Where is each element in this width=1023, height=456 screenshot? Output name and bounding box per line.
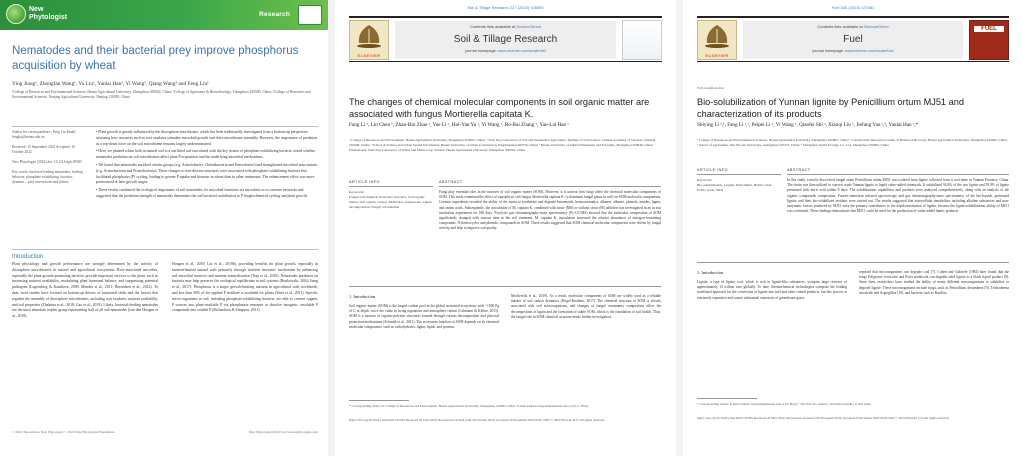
corresponding-author-note: * Corresponding author at: College of Resources and Environment, Henan Agricultural University, Zhengzhou 450002, China. E-mail address: hanyanlai@henau.edu.cn (Y.-L. Han). bbox=[349, 404, 589, 408]
author-list: Ying Jiang¹, Zhongfan Wang¹, Yu Liu¹, Yanlai Han², Yi Wang², Qiang Wang³ and Feng Liu¹ bbox=[12, 81, 209, 87]
summary-highlights bbox=[96, 130, 318, 202]
open-access-badge-icon bbox=[298, 5, 322, 25]
journal-name: New Phytologist bbox=[29, 6, 68, 21]
divider bbox=[787, 174, 1009, 175]
section-heading: 1. Introduction bbox=[349, 294, 376, 299]
divider bbox=[697, 398, 757, 399]
page-footer bbox=[12, 430, 318, 435]
paper-page-fuel bbox=[683, 0, 1023, 456]
keywords-label: Keywords: bbox=[697, 178, 713, 182]
highlight-item: • We found that nematodes enriched certain groups (e.g. Acinetobacter, Chitinibacteria and Enterobacter) and strengthened microbial associations (e.g. Actinobacteria and Proteobacteria). These changes to tree-diverse structures were associated with phosphate-solubilizing bacteria that facilitated phosphorus (P) cycling, leading to greater P uptake and biomass in wheat than in other treatments. The enhancement effect was more pronounced at later growth stages. bbox=[96, 162, 318, 185]
keywords-block bbox=[697, 178, 781, 193]
journal-title: Soil & Tillage Research bbox=[453, 34, 558, 45]
paper-title: The changes of chemical molecular components in soil organic matter are associated with fungus Mortierella capitata K. bbox=[349, 97, 650, 119]
sciencedirect-link[interactable]: ScienceDirect bbox=[516, 24, 542, 29]
body-column-right: Hougen et al., 2019; Liu et al., 2019b), providing benefits for plant growth, especially in nutrient-limited natural soils primarily through 'nutrient increases' mechanism by enhancing soil microbial turnover and nutrient mineralization (Trap et al., 2016). Nematodes predation on bacteria may help preserve the ecological equilibrium in soil systems (Bonkowski, 2004; Jiang et al., 2017). Phosphorus is a major growth-limiting nutrient in agricultural soils worldwide, and less than 30% of the applied P fertilizer is available for plants (Shen et al., 2011). Specific micro-organisms in soil, including phosphate-solubilizing bacteria, are able to convert organic P sources into plant-available P via phosphatase enzymes or dissolve inorganic, insoluble P compounds into soluble P (Richardson & Simpson, 2011). bbox=[172, 262, 318, 313]
paper-type-label: Research bbox=[259, 11, 290, 18]
paper-title: Nematodes and their bacterial prey improve phosphorus acquisition by wheat bbox=[12, 45, 299, 72]
journal-homepage-link[interactable]: www.elsevier.com/locate/still bbox=[497, 49, 546, 53]
keywords-label: Keywords: bbox=[349, 190, 365, 194]
divider bbox=[697, 174, 781, 175]
corresponding-author-note: * Corresponding author. E-mail address: hanyanlai@henau.edu.cn (Y. Han). ¹ The first two authors contributed equally to this study. bbox=[697, 402, 872, 406]
keywords-block bbox=[349, 190, 433, 210]
sciencedirect-link[interactable]: ScienceDirect bbox=[863, 24, 889, 29]
journal-citation[interactable]: Soil & Tillage Research 227 (2023) 105592 bbox=[467, 5, 544, 10]
divider bbox=[349, 286, 661, 287]
divider bbox=[349, 400, 409, 401]
sidebar-item: Author for correspondence: Feng Liu Email: fengliu@henau.edu.cn bbox=[12, 130, 77, 139]
journal-homepage: journal homepage: www.elsevier.com/locate/still bbox=[465, 49, 546, 53]
author-list: Fang Li ᵃ, Lin Chen ᵇ, Zhan-Bin Zhao ᵃ, Yue Li ᵃ, Hui-Yan Yu ᵃ, Yi Wang ᵃ, Bo-Bai Zhang ᵃ, Yan-Lai Han ᵃ bbox=[349, 122, 569, 128]
section-heading: 1. Introduction bbox=[697, 270, 724, 275]
journal-header bbox=[697, 16, 1009, 62]
article-info-heading: ARTICLE INFO bbox=[349, 180, 380, 184]
affiliations: ¹College of Resources and Environmental Sciences, Henan Agricultural University, Zhengzhou 450002, China; ²College of Agronomy & Biotechnology, Zhengzhou 450000, China; ³College of Resources and Environmental Sciences, Nanjing Agricultural University, Nanjing 210095, China bbox=[12, 90, 311, 100]
sidebar-item: Key words: bacterial-feeding nematodes, feeding behavior, phosphate solubilizing, bacteria, dynamic – prey interactions and fitness bbox=[12, 170, 83, 184]
elsevier-logo-icon: ELSEVIER bbox=[697, 20, 737, 60]
journal-homepage-link[interactable]: www.elsevier.com/locate/fuel bbox=[844, 49, 894, 53]
journal-title: Fuel bbox=[843, 34, 863, 45]
journal-homepage: journal homepage: www.elsevier.com/locate/fuel bbox=[812, 49, 894, 53]
article-history: https://doi.org/10.1016/j.fuel.2022.127081 Received 20 May 2022; Received in revised form 28 August 2022; Accepted 9 December 2022 0016-2361/© 2022 Elsevier Ltd. All rights reserved. bbox=[697, 416, 950, 420]
article-type: Full Length Article bbox=[697, 86, 724, 90]
body-column-right: reported that microorganisms can degrade coal [7]. Cohen and Gabriele (1982) later found that the fungi Polyporus versicolor and Poria monticola can degrade solid lignite to a black liquid product [8]. Since then, researchers have studied the ability of many different microorganisms to solubilize or degrade lignite. These microorganisms include fungi, such as Penicillium decumbens [9], Trichoderma atroviride and Aspergillus [10], and bacteria such as Bacillus. bbox=[859, 270, 1009, 295]
divider bbox=[697, 262, 1009, 263]
abstract-text: In this study, a newly discovered fungal strain Penicillium ortum MJ51 was isolated from lignite collected from a coal mine in Yunnan Province, China. The strain was then utilized to convert crude Yunnan lignite to liquid value-added chemicals. It solubilized 94.8% of the raw lignite and 59.9% of lignite pretreated with nitric acid within 8 days. The solubilization capabilities and products were analyzed comprehensively, along with an analysis of the organic compounds composition. Fourier-transform infrared spectroscopy and gas chromatography-mass spectrometry of the bio-liquids, pretreated lignite, and their bio-solubilized residues were carried out. The results suggested that extracellular metabolites including alkaline substances and non-enzymatic factors produced by MJ51 were the primary contributors to the depolymerization of lignite, because the lignin-solubilization ability of MJ51 was confirmed. These findings demonstrate that MJ51 could be used for the production of value-added humic products. bbox=[787, 178, 1009, 214]
body-column-right: Mortierella et al., 2019). As a result, molecular components of SOM are widely used as a reliable marker of soil carbon dynamics (Kögel-Knabner, 2017). The chemical structure of SOM is closely associated with soil microorganisms, and changes of fungal community composition affect the decomposition of lignin and the formation of stable SOM, which is the foundation of soil health. Thus, the fungal role in SOM chemical structure needs further investigation. bbox=[511, 294, 661, 319]
body-column-left: Plant physiology and growth performance are strongly determined by the activity of rhizosphere microbiomes in natural and agricultural ecosystems. Root-associated microbes, especially the plant growth-promoting bacteria, provide important services to the plant, such as increasing nutrient availability, modulating plant hormonal balance, and suppressing potential pathogens (Lugtenberg & Kamilova, 2009; Mendes et al., 2011; Berendsen et al., 2012). To date, most studies have focused on bottom-up drivers of functional shifts and the factors that regulate the assembly of rhizosphere microbiomes, including root exudates, nutrient availability and soil properties (Zhalnina et al., 2018; Gao et al., 2019). Likely, bacterial-feeding nematodes are the most abundant trophic group representing half of all soil nematodes (van den Hoogen et al., 2019). bbox=[12, 262, 158, 319]
sidebar-item: New Phytologist (2022) doi: 10.1111/nph.18569 bbox=[12, 160, 82, 164]
abstract-heading: ABSTRACT bbox=[787, 168, 811, 172]
divider bbox=[12, 126, 318, 127]
body-column-left: Lignite, a type of lignite coal, which is rich in lignite-like substances, occupies large reserves of approximately 13 trillion tons globally. To date, thermochemical technologies comprise the leading traditional approach for the conversion of lignite into fuel and other valued products, but this process is extremely expensive and causes substantial emissions of greenhouse gases. bbox=[697, 280, 847, 300]
keywords-list: Bio-solubilization, Lignite, Penicillium, Humic acids, Fulvic acids, XRD bbox=[697, 183, 773, 192]
highlight-item: • These results confirmed the ecological importance of soil nematodes for microbial functions via microbial co-occurrence networks and suggested that the predation strength of nematodes determines the soil bacterial contribution to P biogeochemical cycling and plant growth. bbox=[96, 188, 308, 198]
divider bbox=[439, 186, 661, 187]
footer-journal-link[interactable]: New Phytologist (2022) www.newphytologist.com bbox=[248, 430, 318, 434]
availability-line: Contents lists available at ScienceDirect bbox=[817, 24, 889, 29]
body-column-left: Soil organic matter (SOM) is the largest carbon pool in the global terrestrial ecosystem, with ~1500 Pg of C in depth, twice the value in living organisms and atmosphere carbon (Lehmann & Kleber, 2015). SOM is a mixture of organic-polymer structures formed through various decomposition and physical protection mechanisms (Schmidt et al., 2011). The ecosystem function of SOM depends on its chemical molecular components, such as carbohydrates, lignin, lipids, and proteins. bbox=[349, 304, 499, 329]
article-history: https://doi.org/10.1016/j.still.2022.105592 Received 26 June 2022; Received in revised form 26 October 2022; Accepted 10 November 2022 0167-1987/© 2022 Elsevier B.V. All rights reserved. bbox=[349, 418, 605, 422]
article-info-heading: ARTICLE INFO bbox=[697, 168, 728, 172]
abstract-heading: ABSTRACT bbox=[439, 180, 463, 184]
affiliations: ᵃ College of Resources and Environment, Henan Agricultural University, Zhengzhou 450002, China; ᵇ State Key Laboratory of Soil and Sustainable Agriculture, Institute of Soil Science, Chinese Academy of Sciences, Nanjing 210008, China; ᶜ School of Science and Urban Spatial Information, Henan University of Urban Construction, Pingdingshan 467036, China; ᵈ Henan University of Animal Husbandry and Economy, Zhengzhou 450046, China; ᵉ Fermentation Soils Key Laboratory of Wheat and Maize Crop Science, Henan Agricultural University, Zhengzhou 450002, China bbox=[349, 138, 656, 152]
footer-copyright: © 2022 The Authors New Phytologist © 2022 New Phytologist Foundation bbox=[12, 430, 115, 434]
affiliations: ᵃ College of Resources and Environmental Sciences, Henan Agricultural University, Zhengzhou 450002, China; ᵇ Collaborative Innovation Center of Henan Grain Crops, Henan Agricultural University, Zhengzhou 450002, China; ᶜ School of Agriculture, Sun Yat-sen University, Guangzhou 510275, China; ᵈ Zhengzhou Jinshi Ecology Co., Ltd, Zhengzhou 450002, China bbox=[697, 138, 1008, 147]
journal-cover-icon bbox=[622, 20, 662, 60]
new-phytologist-logo-icon bbox=[6, 4, 26, 24]
cover-label: FUEL bbox=[974, 26, 1004, 32]
journal-masthead bbox=[743, 21, 963, 59]
section-heading: Introduction bbox=[12, 254, 44, 260]
elsevier-logo-icon: ELSEVIER bbox=[349, 20, 389, 60]
availability-line: Contents lists available at ScienceDirect bbox=[469, 24, 542, 29]
sidebar-item: Received: 15 September 2022 Accepted: 16 October 2022 bbox=[12, 145, 75, 154]
paper-page-soil-tillage bbox=[335, 0, 676, 456]
journal-cover-icon bbox=[969, 20, 1009, 60]
journal-header bbox=[349, 16, 662, 62]
paper-title: Bio-solubilization of Yunnan lignite by Penicillium ortum MJ51 and characterization of its products bbox=[697, 97, 964, 119]
paper-page-new-phytologist bbox=[0, 0, 328, 456]
keywords-list: Fungal soil chemical molecular structure, Soil organic matter, Soil organic carbon, Molecular components, Lignin decomposition, Fungal colonization bbox=[349, 195, 432, 209]
abstract-text: Fungi play essential roles in the turnover of soil organic matter (SOM). However, it is unclear how fungi affect the chemical molecular components of SOM. This study examined the effect of saprophytic soil fungus Mortierella capitata K. (a dominant fungal genus in soil) on SOM molecular components. Ceramic ingredients revealed the ability of the strain to synthesize and degrade benzenoids, heteroaromatics, alkanes, alkenes, phenols, amides, lignin, and amino acids. Subsequently, the inoculation of M. capitata K. combined with straw (MS) or without straw (M) addition was investigated in an in situ incubation experiment for 180 days. Pyrolysis gas chromatography-mass spectrometry (Py-GC/MS) showed that the molecular composition of SOM significantly changed with various time in the soil treatment. M. capitata K. inoculation increased the relative abundance of nitrogen-containing compounds, N-heterocycles and phenolic compounds in SOM. These results suggested that SOM chemical molecular components were driven by fungal activity and help to improve soil quality. bbox=[439, 190, 661, 231]
divider bbox=[12, 249, 318, 250]
highlight-item: • Plant growth is greatly influenced by the rhizosphere microbiome, which has been traditionally investigated from a bottom-up perspective assessing how resources such as root exudates stimulate microbial growth and drive microbiome assembly. However, the importance of predation as a top-down force on the soil microbiome remains largely underestimated. bbox=[96, 130, 318, 146]
journal-masthead bbox=[395, 21, 616, 59]
journal-citation[interactable]: Fuel 335 (2023) 127081 bbox=[831, 5, 875, 10]
author-list: Shiying Li ᵃ,¹, Fang Li ᵃ,¹, Peipei Li ᵃ, Yi Wang ᵃ, Qiaofei Shi ᵃ, Xiaoqi Liu ᵇ, Jiefang Yan ᶜ,ᵈ, Yanlai Han ᵃ,* bbox=[697, 122, 919, 128]
highlight-item: • Here, we planted wheat both in natural soil to a sterilized soil inoculated with the key strains of phosphate-solubilizing bacteria, tested whether nematodes predation on soil microbiomes affect plant P acquisition and the underlying microbial mechanisms. bbox=[96, 149, 316, 160]
article-sidebar bbox=[12, 130, 84, 190]
divider bbox=[349, 186, 433, 187]
